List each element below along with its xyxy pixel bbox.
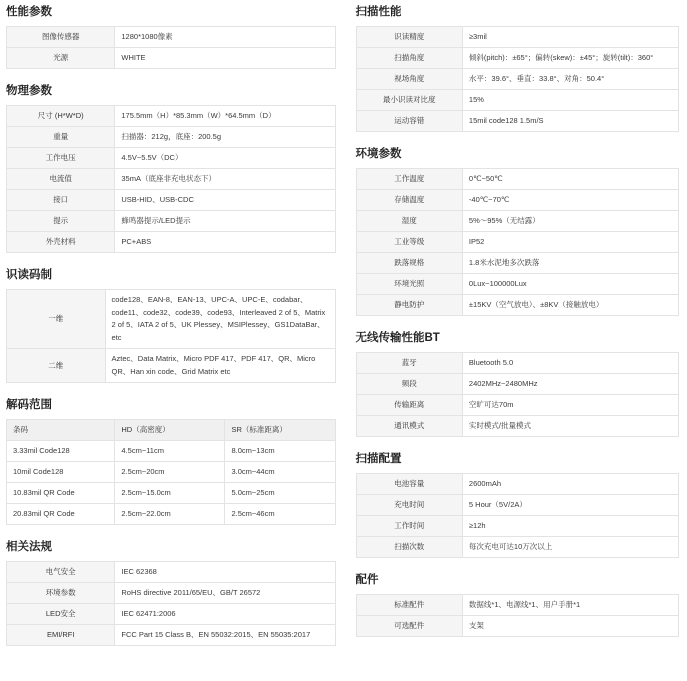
- cell: 4.5cm~11cm: [115, 441, 225, 462]
- table-symbologies: [6, 289, 336, 383]
- row-value: 每次充电可达10万次以上: [462, 537, 678, 558]
- row-value: FCC Part 15 Class B、EN 55032:2015、EN 55035:2017: [115, 625, 335, 646]
- row-label: 工作电压: [7, 148, 115, 169]
- table-accessories: [356, 594, 680, 637]
- row-value: 4.5V~5.5V（DC）: [115, 148, 335, 169]
- table-row: [356, 516, 679, 537]
- cell: 10.83mil QR Code: [7, 483, 115, 504]
- row-label: 光源: [7, 48, 115, 69]
- table-row: [7, 583, 336, 604]
- row-value: USB-HID、USB-CDC: [115, 190, 335, 211]
- row-label: 识读精度: [356, 27, 462, 48]
- row-value: 蜂鸣器提示/LED提示: [115, 211, 335, 232]
- row-label: 图像传感器: [7, 27, 115, 48]
- table-row: [356, 69, 679, 90]
- row-label: 扫描角度: [356, 48, 462, 69]
- section-title-decode-range: 解码范围: [6, 399, 52, 411]
- table-row: [7, 106, 336, 127]
- table-decode-range: [6, 419, 336, 525]
- row-value: 实时模式/批量模式: [462, 416, 678, 437]
- table-environment: [356, 168, 680, 316]
- table-row: [7, 290, 336, 349]
- row-value: 2402MHz~2480MHz: [462, 374, 678, 395]
- table-row: [356, 495, 679, 516]
- table-physical: [6, 105, 336, 253]
- section-regulations: [6, 539, 336, 646]
- cell: 8.0cm~13cm: [225, 441, 335, 462]
- row-label: 提示: [7, 211, 115, 232]
- row-value: 0℃~50℃: [462, 169, 678, 190]
- row-value: ≥3mil: [462, 27, 678, 48]
- table-row: [356, 616, 679, 637]
- section-scan-config: [356, 451, 680, 558]
- row-label: 跌落规格: [356, 253, 462, 274]
- row-value: 5%～95%（无结露）: [462, 211, 678, 232]
- table-wireless: [356, 352, 680, 437]
- section-scan-performance: [356, 4, 680, 132]
- row-value: Aztec、Data Matrix、Micro PDF 417、PDF 417、QR、Micro QR、Han xin code、Grid Matrix etc: [105, 349, 335, 383]
- table-scan-performance: [356, 26, 680, 132]
- row-label: 通讯模式: [356, 416, 462, 437]
- table-header-row: [7, 420, 336, 441]
- row-value: 0Lux~100000Lux: [462, 274, 678, 295]
- column-header: SR（标准距离）: [225, 420, 335, 441]
- row-label: 工业等级: [356, 232, 462, 253]
- table-row: [356, 169, 679, 190]
- cell: 20.83mil QR Code: [7, 504, 115, 525]
- table-row: [356, 416, 679, 437]
- table-row: [7, 127, 336, 148]
- row-label: 工作时间: [356, 516, 462, 537]
- row-label: 湿度: [356, 211, 462, 232]
- table-row: [356, 353, 679, 374]
- table-row: [356, 253, 679, 274]
- row-label: 尺寸 (H*W*D): [7, 106, 115, 127]
- table-row: [356, 232, 679, 253]
- row-label: 电流值: [7, 169, 115, 190]
- table-row: [7, 625, 336, 646]
- row-value: 5 Hour（5V/2A）: [462, 495, 678, 516]
- row-value: PC+ABS: [115, 232, 335, 253]
- section-accessories: [356, 572, 680, 637]
- row-label: 蓝牙: [356, 353, 462, 374]
- row-label: 接口: [7, 190, 115, 211]
- section-title-environment: 环境参数: [355, 148, 402, 160]
- row-value: 水平：39.6°、垂直：33.8°、对角：50.4°: [462, 69, 678, 90]
- table-row: [7, 169, 336, 190]
- table-row: [7, 562, 336, 583]
- section-title-wireless: 无线传输性能BT: [355, 332, 440, 344]
- table-row: [7, 190, 336, 211]
- section-title-accessories: 配件: [355, 574, 379, 586]
- table-row: [356, 295, 679, 316]
- cell: 2.5cm~20cm: [115, 462, 225, 483]
- section-title-physical: 物理参数: [6, 85, 52, 97]
- table-row: [7, 211, 336, 232]
- row-value: 15%: [462, 90, 678, 111]
- row-label: LED安全: [7, 604, 115, 625]
- section-environment: [356, 146, 680, 316]
- row-label: 静电防护: [356, 295, 462, 316]
- table-row: [356, 395, 679, 416]
- table-performance: [6, 26, 336, 69]
- section-title-performance: 性能参数: [6, 6, 52, 18]
- cell: 5.0cm~25cm: [225, 483, 335, 504]
- row-label: 可选配件: [356, 616, 462, 637]
- row-value: 15mil code128 1.5m/S: [462, 111, 678, 132]
- table-row: [356, 211, 679, 232]
- section-decode-range: [6, 397, 336, 525]
- table-row: [7, 27, 336, 48]
- row-label: 充电时间: [356, 495, 462, 516]
- row-label: 传输距离: [356, 395, 462, 416]
- section-performance: [6, 4, 336, 69]
- row-value: code128、EAN-8、EAN-13、UPC-A、UPC-E、codabar、code11、code32、code39、code93、Interleaved 2 of 5、Matrix 2 of 5、IATA 2 of 5、UK Plessey、MSIPlessey、GS1DataBar、etc: [105, 290, 335, 349]
- section-title-symbologies: 识读码制: [6, 269, 52, 281]
- table-scan-config: [356, 473, 680, 558]
- row-label: 扫描次数: [356, 537, 462, 558]
- row-value: 1280*1080像素: [115, 27, 335, 48]
- row-value: ≥12h: [462, 516, 678, 537]
- column-header: 条码: [7, 420, 115, 441]
- row-label: 二维: [7, 349, 106, 383]
- section-wireless: [356, 330, 680, 437]
- row-value: IEC 62368: [115, 562, 335, 583]
- table-row: [7, 441, 336, 462]
- row-value: 35mA（底座非充电状态下）: [115, 169, 335, 190]
- row-label: 标准配件: [356, 595, 462, 616]
- row-label: 电气安全: [7, 562, 115, 583]
- row-value: 175.5mm（H）*85.3mm（W）*64.5mm（D）: [115, 106, 335, 127]
- cell: 3.33mil Code128: [7, 441, 115, 462]
- table-regulations: [6, 561, 336, 646]
- row-value: IP52: [462, 232, 678, 253]
- section-title-regulations: 相关法规: [6, 541, 52, 553]
- table-row: [356, 474, 679, 495]
- row-label: 重量: [7, 127, 115, 148]
- table-row: [7, 232, 336, 253]
- table-row: [7, 604, 336, 625]
- row-value: WHITE: [115, 48, 335, 69]
- row-label: EMI/RFI: [7, 625, 115, 646]
- row-value: IEC 62471:2006: [115, 604, 335, 625]
- table-row: [356, 274, 679, 295]
- cell: 10mil Code128: [7, 462, 115, 483]
- table-row: [356, 111, 679, 132]
- row-label: 环境光照: [356, 274, 462, 295]
- row-label: 一维: [7, 290, 106, 349]
- row-value: 倾斜(pitch)：±65°；偏转(skew)：±45°；旋转(tilt)：360°: [462, 48, 678, 69]
- table-row: [7, 148, 336, 169]
- row-label: 工作温度: [356, 169, 462, 190]
- table-row: [7, 462, 336, 483]
- row-label: 存储温度: [356, 190, 462, 211]
- table-row: [356, 27, 679, 48]
- section-symbologies: [6, 267, 336, 383]
- table-row: [7, 504, 336, 525]
- row-value: -40℃~70℃: [462, 190, 678, 211]
- row-value: Bluetooth 5.0: [462, 353, 678, 374]
- section-title-scan-config: 扫描配置: [355, 453, 402, 465]
- row-value: ±15KV（空气放电）、±8KV（接触放电）: [462, 295, 678, 316]
- table-row: [7, 48, 336, 69]
- row-label: 运动容错: [356, 111, 462, 132]
- row-label: 最小识读对比度: [356, 90, 462, 111]
- row-value: RoHS directive 2011/65/EU、GB/T 26572: [115, 583, 335, 604]
- right-column: [344, 0, 687, 681]
- row-label: 频段: [356, 374, 462, 395]
- table-row: [7, 349, 336, 383]
- cell: 2.5cm~15.0cm: [115, 483, 225, 504]
- table-row: [356, 48, 679, 69]
- section-title-scan-performance: 扫描性能: [355, 6, 402, 18]
- section-physical: [6, 83, 336, 253]
- table-row: [356, 374, 679, 395]
- column-header: HD（高密度）: [115, 420, 225, 441]
- table-row: [356, 90, 679, 111]
- table-row: [7, 483, 336, 504]
- row-label: 电池容量: [356, 474, 462, 495]
- table-row: [356, 595, 679, 616]
- row-label: 环境参数: [7, 583, 115, 604]
- row-value: 扫描器：212g，底座：200.5g: [115, 127, 335, 148]
- row-value: 数据线*1、电源线*1、用户手册*1: [462, 595, 678, 616]
- cell: 3.0cm~44cm: [225, 462, 335, 483]
- row-value: 2600mAh: [462, 474, 678, 495]
- cell: 2.5cm~46cm: [225, 504, 335, 525]
- table-row: [356, 190, 679, 211]
- row-value: 1.8米水泥地多次跌落: [462, 253, 678, 274]
- cell: 2.5cm~22.0cm: [115, 504, 225, 525]
- table-row: [356, 537, 679, 558]
- row-label: 视场角度: [356, 69, 462, 90]
- row-value: 支架: [462, 616, 678, 637]
- row-value: 空旷可达70m: [462, 395, 678, 416]
- row-label: 外壳材料: [7, 232, 115, 253]
